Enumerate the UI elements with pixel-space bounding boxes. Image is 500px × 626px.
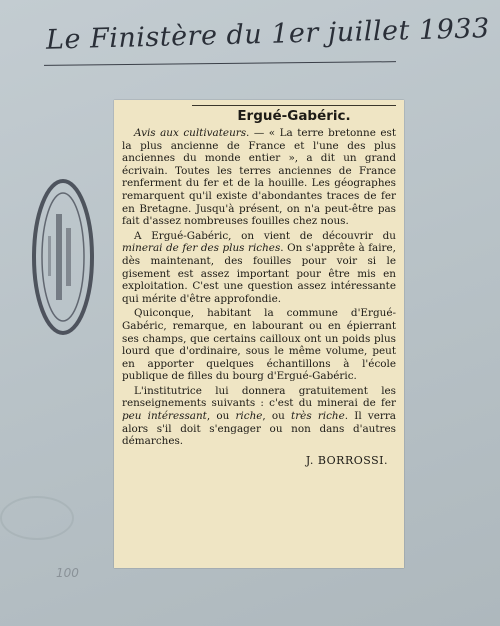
pencil-margin-note: 100 [56, 566, 79, 580]
paragraph-4-before: L'institutrice lui donnera gratuitement les renseignements suivants : c'est du minerai de fer [122, 384, 396, 410]
newspaper-clipping [114, 100, 404, 568]
paragraph-1-lead: Avis aux cultivateurs. [134, 127, 250, 139]
paragraph-4-mid-1: , ou [206, 410, 236, 423]
handwritten-source-note: Le Finistère du 1er juillet 1933 [45, 13, 491, 56]
paragraph-1-text: — « La terre bretonne est la plus ancienne de France et l'une des plus anciennes du monde entier », a dit un grand écrivain. Toutes les terres anciennes de France renferment du fer et de la houille. Les géographes remarquent qu'il existe d'abondantes traces de fer en Bretagne. Jusqu'à présent, on n'a peut-être pas fait d'assez nombreuses fouilles chez nous. [122, 127, 396, 228]
paragraph-4-mid-2: , ou [262, 410, 292, 423]
paragraph-4-emph-1: peu intéressant [122, 410, 207, 423]
paragraph-1 [122, 127, 396, 228]
signature: J. BORROSSI. [305, 453, 388, 467]
paragraph-2-before: A Ergué-Gabéric, on vient de découvrir du [134, 229, 396, 242]
paragraph-2 [122, 230, 396, 306]
paragraph-4-emph-2: riche [235, 410, 263, 423]
faint-stamp-icon [0, 496, 74, 540]
paragraph-4-emph-3: très riche [291, 410, 345, 423]
paragraph-3-text: Quiconque, habitant la commune d'Ergué-Gabéric, remarque, en labourant ou en épierrant ses champs, que certains cailloux ont un poids plus lourd que d'ordinaire, sous le même volume, peut en apporter quelques échantillons à l'école publique de filles du bourg d'Ergué-Gabéric. [122, 307, 396, 383]
paragraph-3 [122, 307, 396, 383]
paragraph-4-after: . Il verra alors s'il doit s'engager ou non dans d'autres démarches. [122, 410, 397, 448]
clipping-title: Ergué-Gabéric. [192, 105, 396, 124]
paragraph-2-after: . On s'apprête à faire, dès maintenant, des fouilles pour voir si le gisement est assez important pour être mis en exploitation. C'est une question assez intéressante qui mérite d'être approfondie. [122, 242, 396, 305]
handwritten-underline [44, 61, 396, 66]
paragraph-4 [122, 385, 396, 448]
oval-stamp-icon [30, 176, 96, 338]
paragraph-2-emph: minerai de fer des plus riches [122, 242, 281, 255]
